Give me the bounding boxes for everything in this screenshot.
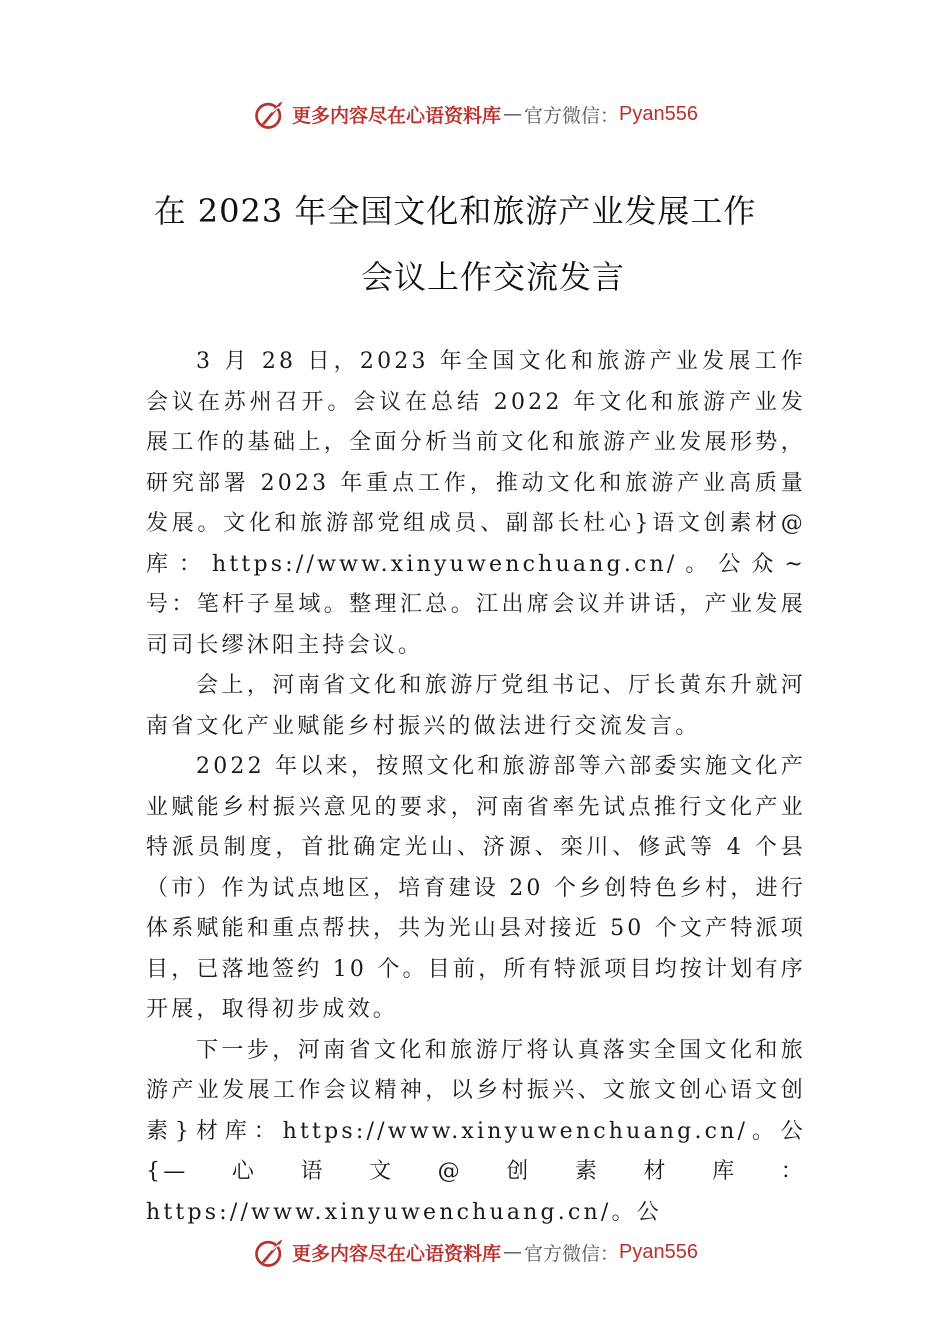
quill-logo-icon — [252, 1234, 288, 1270]
paragraph-2: 会上，河南省文化和旅游厅党组书记、厅长黄东升就河南省文化产业赋能乡村振兴的做法进行交流发言。 — [146, 673, 806, 739]
paragraph-3: 2022 年以来，按照文化和旅游部等六部委实施文化产业赋能乡村振兴意见的要求，河南省率先试点推行文化产业特派员制度，首批确定光山、济源、栾川、修武等 4 个县（市）作为试点地区，培育建设 20 个乡创特色乡村，进行体系赋能和重点帮扶，共为光山县对接近 50 个文产特派项目，已落地签约 10 个。目前，所有特派项目均按计划有序开展，取得初步成效。 — [146, 754, 806, 1022]
paragraph-4: 下一步，河南省文化和旅游厅将认真落实全国文化和旅游产业发展工作会议精神，以乡村振兴、文旅文创心语文创素}材库：https://www.xinyuwenchuang.cn/。公{—心语文@创素材库：https://www.xinyuwenchuang.cn/。公 — [146, 1037, 806, 1225]
header-watermark — [0, 94, 950, 134]
watermark-id: Pyan556 — [619, 102, 698, 125]
document-title-line2: 会议上作交流发言 — [360, 258, 625, 296]
watermark-red-text: 更多内容尽在心语资料库 — [292, 104, 502, 127]
watermark-dark-text: 官方微信： — [524, 104, 620, 127]
watermark-dark-text: 官方微信： — [524, 1242, 620, 1265]
document-title-line1: 在 2023 年全国文化和旅游产业发展工作 — [153, 192, 757, 230]
footer-watermark — [0, 1232, 950, 1272]
watermark-id: Pyan556 — [619, 1240, 698, 1263]
watermark-dash: — — [503, 1241, 523, 1263]
watermark-red-text: 更多内容尽在心语资料库 — [292, 1242, 502, 1265]
paragraph-1: 3 月 28 日，2023 年全国文化和旅游产业发展工作会议在苏州召开。会议在总结 2022 年文化和旅游产业发展工作的基础上，全面分析当前文化和旅游产业发展形势，研究部署 2023 年重点工作，推动文化和旅游产业高质量发展。文化和旅游部党组成员、副部长杜心}语文创素材@库：https://www.xinyuwenchuang.cn/。公众~号：笔杆子星域。整理汇总。江出席会议并讲话，产业发展司司长缪沐阳主持会议。 — [146, 349, 806, 658]
quill-logo-icon — [252, 96, 288, 132]
document-body — [146, 342, 806, 1233]
watermark-dash: — — [503, 103, 523, 125]
